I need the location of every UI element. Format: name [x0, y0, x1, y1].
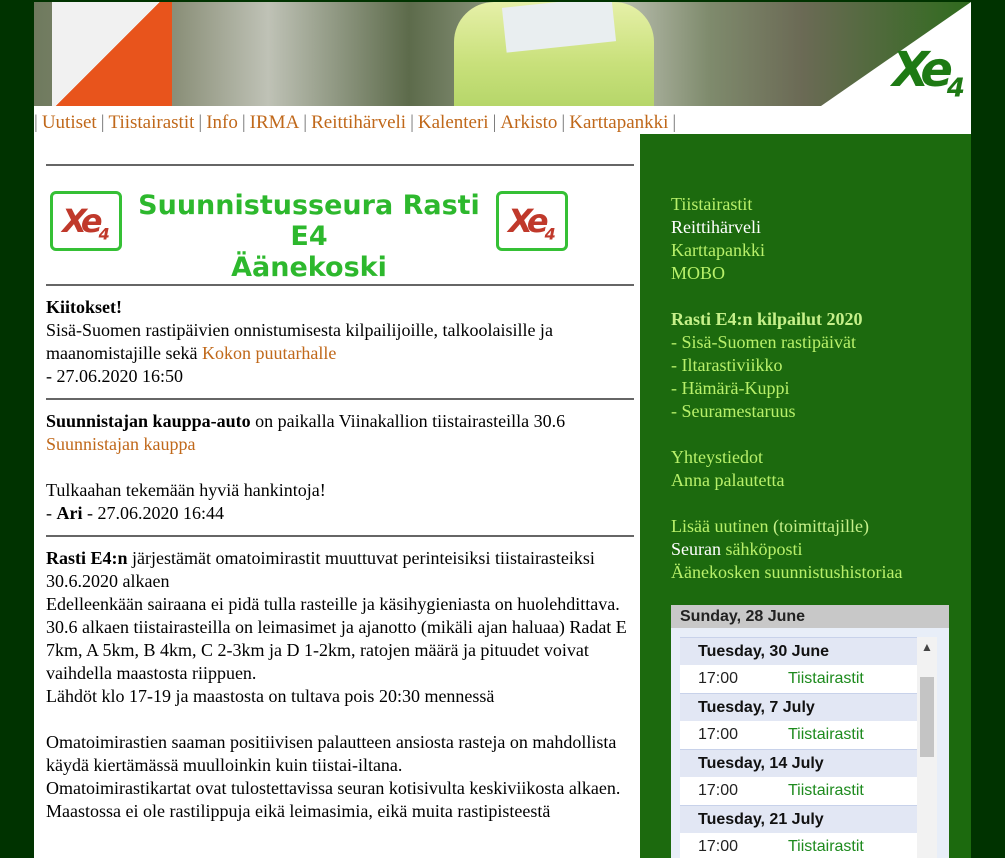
nav-karttapankki[interactable]: Karttapankki [569, 112, 669, 133]
news-item [46, 537, 634, 833]
sidebar-link-reittiharveli[interactable]: Reittihärveli [671, 217, 761, 237]
scroll-up-icon[interactable]: ▲ [921, 640, 933, 654]
news-body: Tulkaahan tekemään hyviä hankintoja! [46, 480, 326, 500]
calendar-scrollbar[interactable] [917, 637, 937, 858]
sidebar-link-event[interactable]: - Seuramestaruus [671, 401, 796, 421]
sidebar-link-history[interactable]: Äänekosken suunnistushistoriaa [671, 562, 903, 582]
sidebar-link-event[interactable]: - Hämärä-Kuppi [671, 378, 790, 398]
news-date: - 27.06.2020 16:44 [87, 503, 224, 523]
news-line: Lähdöt klo 17-19 ja maastosta on tultava pois 20:30 mennessä [46, 686, 495, 706]
calendar-day: Tuesday, 21 July [680, 805, 917, 833]
news-body: Sisä-Suomen rastipäivien onnistumisesta kilpailijoille, talkoolaisille ja maanomistajille sekä [46, 320, 553, 363]
club-logo: $Xe_4$ [892, 42, 965, 104]
club-logo-right: $Xe_4$ [496, 191, 568, 251]
news-body: on paikalla Viinakallion tiistairasteilla 30.6 [255, 411, 566, 431]
sidebar-link-email[interactable]: sähköposti [725, 539, 803, 559]
sidebar-text: Seuran [671, 539, 721, 559]
nav-kalenteri[interactable]: Kalenteri [417, 112, 489, 133]
calendar-event[interactable]: 17:00 Tiistairastit [680, 777, 917, 805]
news-title: Rasti E4:n [46, 548, 128, 568]
news-line: Edelleenkään sairaana ei pidä tulla rasteille ja käsihygieniasta on huolehdittava. [46, 594, 620, 614]
calendar-header: Sunday, 28 June [671, 605, 949, 628]
page [34, 0, 971, 858]
sidebar-link-tiistairastit[interactable]: Tiistairastit [671, 194, 753, 214]
calendar-day: Tuesday, 30 June [680, 637, 917, 665]
news-line: Omatoimirastien saaman positiivisen palautteen ansiosta rasteja on mahdollista käydä kiertämässä muulloinkin kuin tiistai-iltana. [46, 732, 617, 775]
news-body: järjestämät omatoimirastit muuttuvat perinteisiksi tiistairasteiksi 30.6.2020 alkaen [46, 548, 595, 591]
sidebar-link-mobo[interactable]: MOBO [671, 263, 726, 283]
news-date: - 27.06.2020 16:50 [46, 366, 183, 386]
calendar-list [680, 637, 917, 858]
nav-arkisto[interactable]: Arkisto [500, 112, 558, 133]
sidebar-link-karttapankki[interactable]: Karttapankki [671, 240, 765, 260]
calendar-event[interactable]: 17:00 Tiistairastit [680, 833, 917, 858]
news-line: 30.6 alkaen tiistairasteilla on leimasimet ja ajanotto (mikäli ajan haluaa) Radat E 7km, A 5km, B 4km, C 2-3km ja D 1-2km, ratojen määrä ja pituudet voivat vaihdella maastosta riippuen. [46, 617, 627, 683]
calendar-event[interactable]: 17:00 Tiistairastit [680, 665, 917, 693]
calendar-widget [671, 605, 949, 858]
news-author-prefix: - [46, 503, 52, 523]
sidebar-link-event[interactable]: - Iltarastiviikko [671, 355, 783, 375]
news-author: Ari [56, 503, 83, 523]
calendar-event[interactable]: 17:00 Tiistairastit [680, 721, 917, 749]
news-item [46, 400, 634, 535]
news-line: Omatoimirastikartat ovat tulostettavissa seuran kotisivulta keskiviikosta alkaen. [46, 778, 621, 798]
news-line: Maastossa ei ole rastilippuja eikä leimasimia, eikä muita rastipisteestä [46, 801, 551, 821]
calendar-day: Tuesday, 7 July [680, 693, 917, 721]
sidebar-link-feedback[interactable]: Anna palautetta [671, 470, 785, 490]
sidebar-link-add-news[interactable]: Lisää uutinen [671, 516, 769, 536]
club-logo-left: $Xe_4$ [50, 191, 122, 251]
sidebar-link-contact[interactable]: Yhteystiedot [671, 447, 763, 467]
news-title: Suunnistajan kauppa-auto [46, 411, 251, 431]
sidebar-heading: Rasti E4:n kilpailut 2020 [671, 309, 863, 329]
orienteering-flag-image [52, 2, 172, 106]
nav-reittiharveli[interactable]: Reittihärveli [311, 112, 407, 133]
club-banner-logo [46, 166, 634, 284]
nav-irma[interactable]: IRMA [249, 112, 300, 133]
nav-tiistairastit[interactable]: Tiistairastit [108, 112, 195, 133]
news-title: Kiitokset! [46, 297, 122, 317]
header-banner [34, 2, 971, 106]
calendar-day: Tuesday, 14 July [680, 749, 917, 777]
sidebar [640, 134, 971, 858]
nav-uutiset[interactable]: Uutiset [41, 112, 97, 133]
main-content [34, 134, 640, 858]
sidebar-link-event[interactable]: - Sisä-Suomen rastipäivät [671, 332, 856, 352]
sidebar-text: (toimittajille) [772, 516, 869, 536]
news-link[interactable]: Suunnistajan kauppa [46, 434, 196, 454]
scroll-thumb[interactable] [920, 677, 934, 757]
nav-info[interactable]: Info [206, 112, 238, 133]
club-name: Suunnistusseura Rasti E4 Äänekoski [138, 190, 480, 283]
news-item [46, 286, 634, 398]
top-nav: | Uutiset | Tiistairastit | Info | IRMA | Reittihärveli | Kalenteri | Arkisto | Karttapankki | [34, 106, 971, 134]
news-link[interactable]: Kokon puutarhalle [201, 343, 337, 363]
